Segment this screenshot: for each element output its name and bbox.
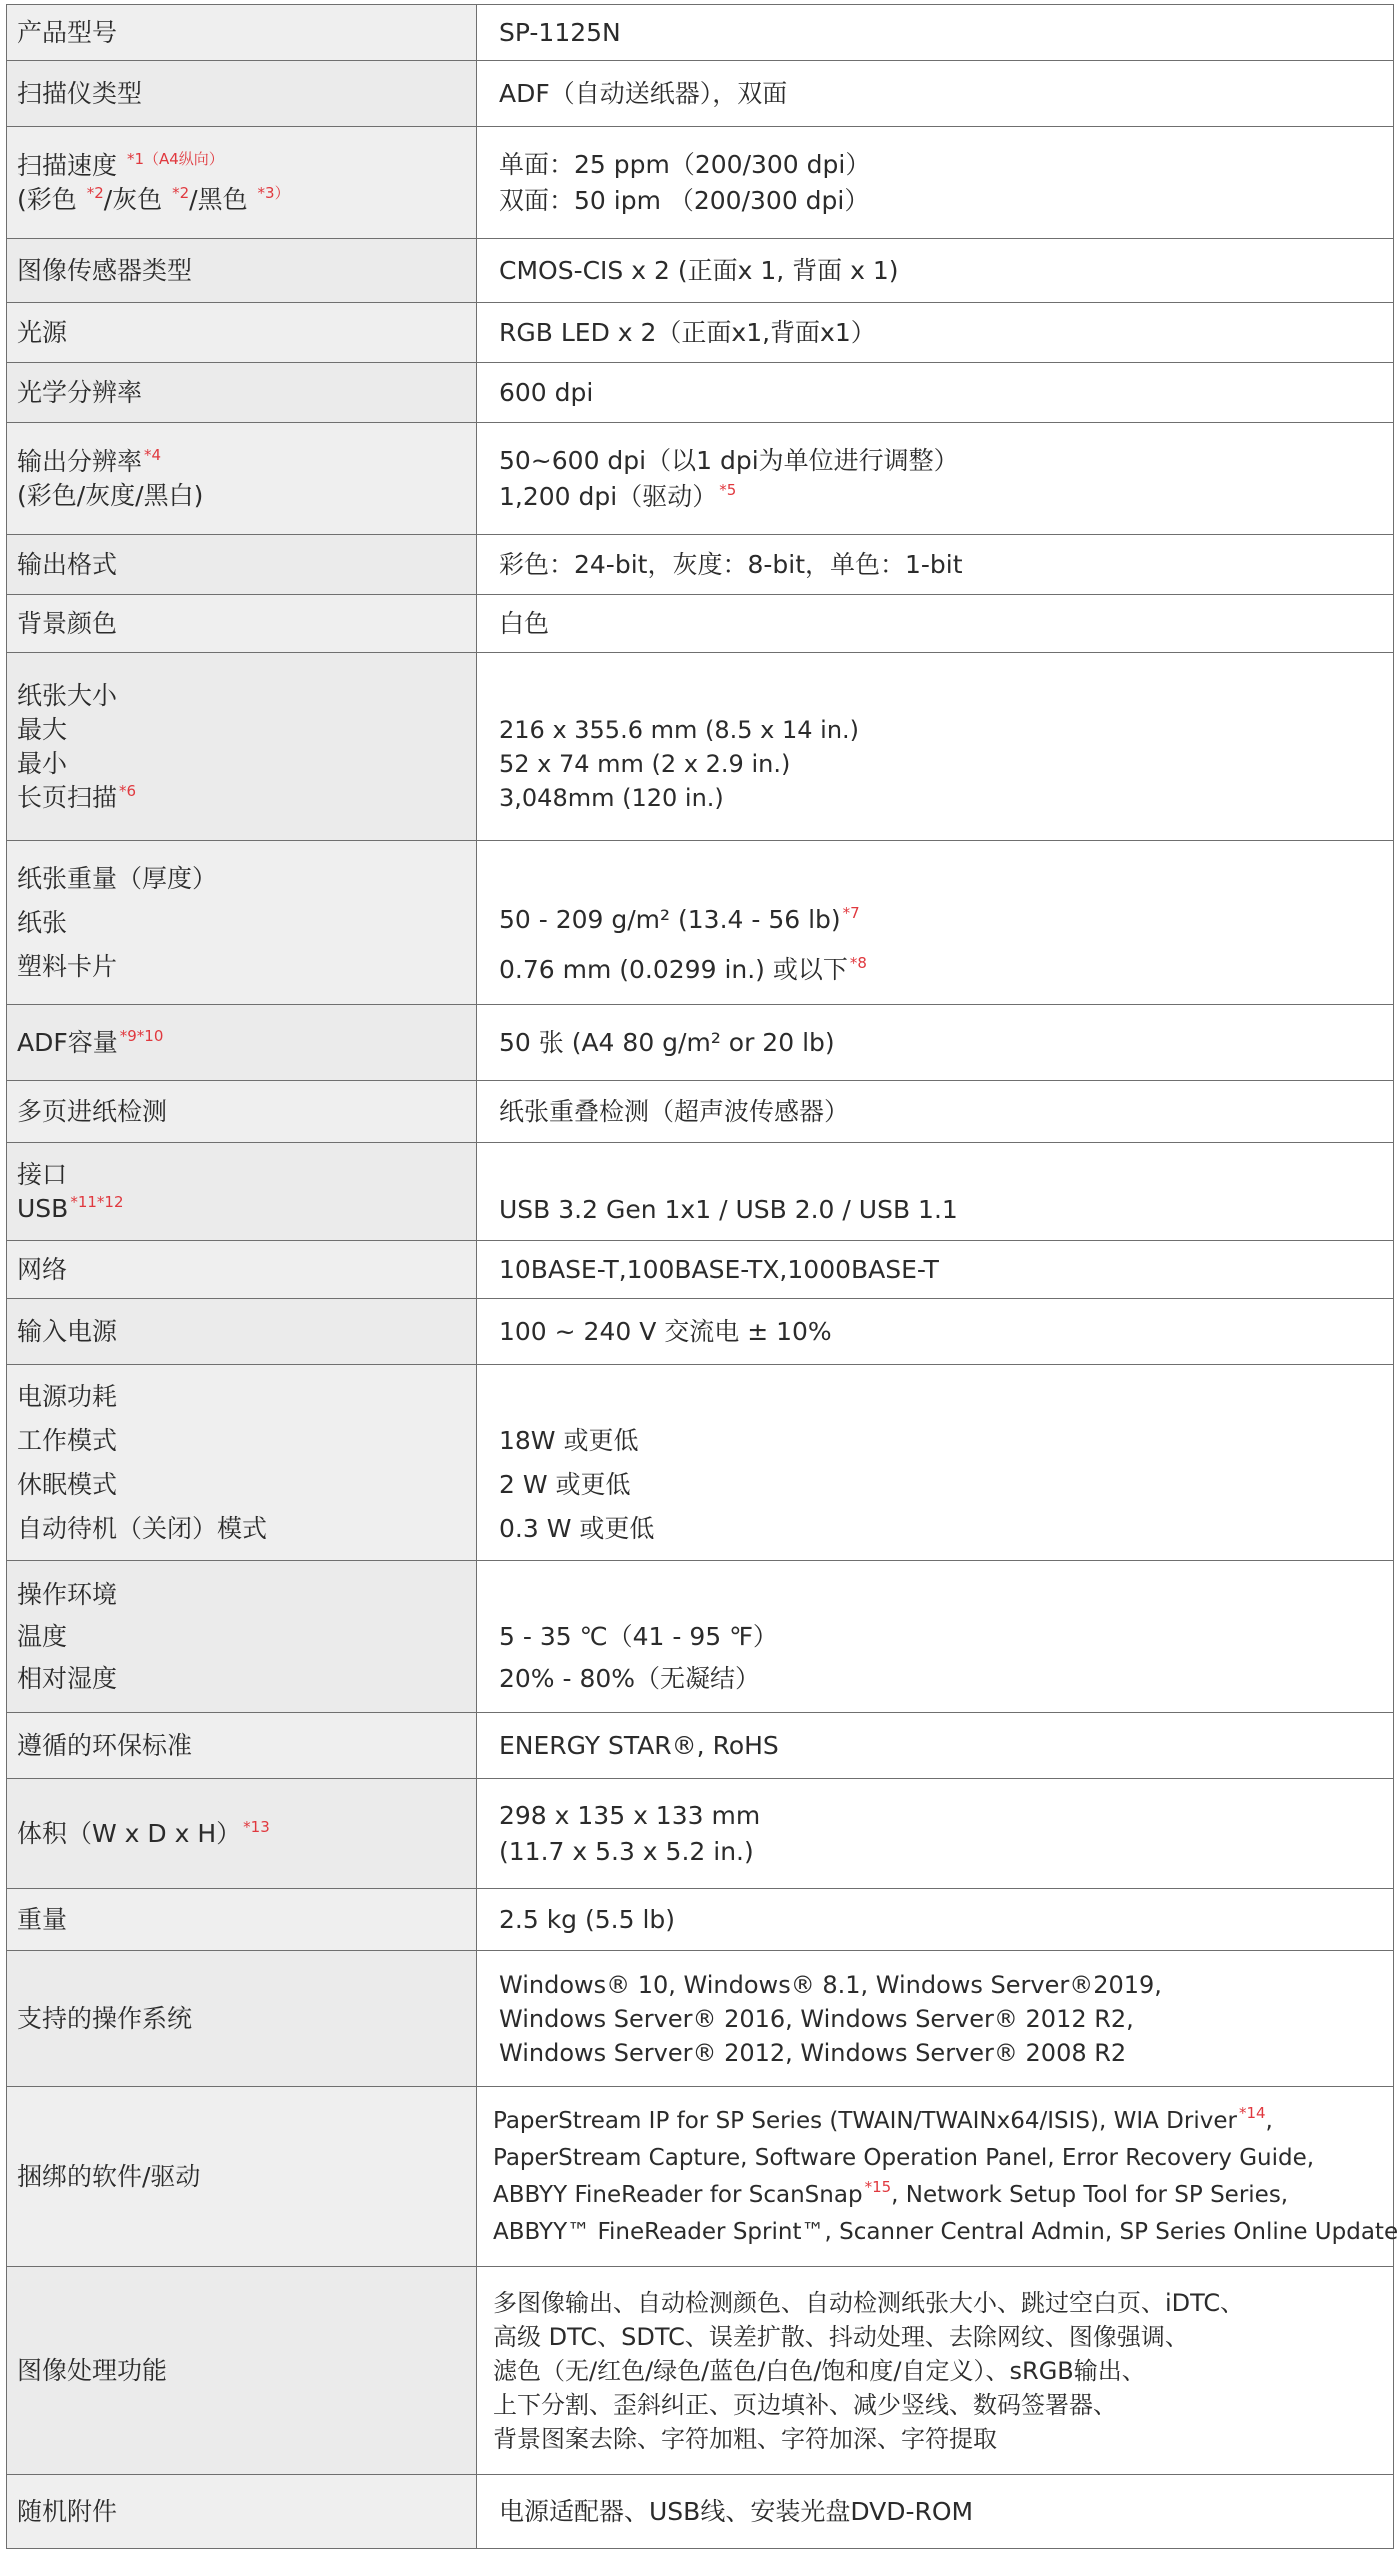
footnote-marker: *5	[719, 480, 737, 499]
row-label	[7, 61, 477, 126]
row-value	[477, 1081, 1393, 1142]
label-text: 支持的操作系统	[17, 2003, 193, 2033]
label-text: 输出格式	[17, 549, 118, 579]
row-value	[477, 61, 1393, 126]
row-label	[7, 2267, 477, 2474]
row-value	[477, 1241, 1393, 1298]
label-text: 随机附件	[17, 2496, 118, 2526]
value-text: ABBYY FineReader for ScanSnap $^{*15}$, Network Setup Tool for SP Series,	[493, 2177, 1289, 2208]
value-text: 10BASE-T,100BASE-TX,1000BASE-T	[499, 1254, 939, 1284]
row-label	[7, 1081, 477, 1142]
value-text: ENERGY STAR®, RoHS	[499, 1730, 779, 1760]
value-text: 18W 或更低	[499, 1425, 639, 1455]
value-text: 50 - 209 g/m² (13.4 - 56 lb) $^{*7}$	[499, 903, 860, 934]
value-text: ADF（自动送纸器），双面	[499, 78, 788, 108]
value-text: 背景图案去除、字符加粗、字符加深、字符提取	[493, 2424, 997, 2453]
label-text: 光源	[17, 317, 68, 347]
value-text: ABBYY™ FineReader Sprint™, Scanner Central Admin, SP Series Online Update	[493, 2218, 1399, 2245]
label-text: 温度	[17, 1621, 68, 1651]
table-row	[6, 5, 1394, 61]
label-text: 纸张重量（厚度）	[17, 863, 218, 893]
table-row	[6, 1951, 1394, 2087]
value-text: 双面：50 ipm （200/300 dpi）	[499, 185, 870, 215]
label-text: (彩色 $^{*2}$/灰色 $^{*2}$/黑色 $^{*3)}$	[17, 183, 290, 214]
row-value	[477, 239, 1393, 302]
value-text: 3,048mm (120 in.)	[499, 783, 724, 812]
footnote-marker: *1（A4纵向）	[126, 149, 224, 168]
label-text: 体积（W x D x H） $^{*13}$	[17, 1817, 270, 1848]
table-row	[6, 1365, 1394, 1561]
row-label	[7, 535, 477, 594]
label-text: 多页进纸检测	[17, 1096, 168, 1126]
row-label	[7, 1713, 477, 1778]
label-text: USB $^{*11*12}$	[17, 1192, 124, 1223]
label-text: 休眠模式	[17, 1469, 118, 1499]
label-text: 遵循的环保标准	[17, 1730, 193, 1760]
table-row	[6, 2267, 1394, 2475]
row-value	[477, 535, 1393, 594]
value-text: USB 3.2 Gen 1x1 / USB 2.0 / USB 1.1	[499, 1194, 958, 1224]
table-row	[6, 1143, 1394, 1241]
value-text: 600 dpi	[499, 377, 594, 407]
table-row	[6, 595, 1394, 653]
table-row	[6, 239, 1394, 303]
row-value	[477, 2475, 1393, 2548]
value-text: 2 W 或更低	[499, 1469, 631, 1499]
row-label	[7, 1951, 477, 2086]
footnote-marker: *7	[842, 903, 860, 922]
footnote-marker: *8	[849, 953, 867, 972]
table-row	[6, 1081, 1394, 1143]
table-row	[6, 363, 1394, 423]
row-label	[7, 2475, 477, 2548]
footnote-marker: *11*12	[70, 1192, 124, 1211]
value-text: CMOS-CIS x 2 (正面x 1, 背面 x 1)	[499, 255, 899, 285]
label-text: 电源功耗	[17, 1381, 118, 1411]
label-text: 操作环境	[17, 1579, 118, 1609]
row-label	[7, 303, 477, 362]
label-text: 背景颜色	[17, 608, 118, 638]
value-text: 2.5 kg (5.5 lb)	[499, 1904, 676, 1934]
row-label	[7, 841, 477, 1004]
table-row	[6, 1561, 1394, 1713]
footnote-marker: *6	[119, 781, 137, 800]
label-text: 扫描仪类型	[17, 78, 143, 108]
row-label	[7, 1889, 477, 1950]
row-label	[7, 2087, 477, 2266]
row-value	[477, 1143, 1393, 1240]
value-text: (11.7 x 5.3 x 5.2 in.)	[499, 1836, 754, 1866]
table-row	[6, 303, 1394, 363]
row-value	[477, 1713, 1393, 1778]
row-value	[477, 1365, 1393, 1560]
row-label	[7, 1299, 477, 1364]
table-row	[6, 2475, 1394, 2549]
label-text: 自动待机（关闭）模式	[17, 1513, 268, 1543]
label-text: 纸张大小	[17, 680, 118, 710]
label-text: 最大	[17, 714, 68, 744]
footnote-marker: *4	[144, 445, 162, 464]
row-value	[477, 303, 1393, 362]
footnote-marker: *13	[243, 1817, 270, 1836]
row-label	[7, 595, 477, 652]
row-value	[477, 363, 1393, 422]
row-value	[477, 5, 1393, 60]
row-value	[477, 841, 1393, 1004]
footnote-marker: *3）	[257, 183, 290, 202]
footnote-marker: *9*10	[119, 1026, 164, 1045]
label-text: (彩色/灰度/黑白)	[17, 480, 204, 510]
table-row	[6, 1889, 1394, 1951]
label-text: 捆绑的软件/驱动	[17, 2161, 201, 2191]
footnote-marker: *15	[864, 2177, 892, 2196]
label-text: 输入电源	[17, 1316, 118, 1346]
table-row	[6, 61, 1394, 127]
row-label	[7, 363, 477, 422]
label-text: 纸张	[17, 907, 68, 937]
table-row	[6, 127, 1394, 239]
row-value	[477, 1889, 1393, 1950]
label-text: 接口	[17, 1159, 68, 1189]
row-label	[7, 1005, 477, 1080]
label-text: 输出分辨率 $^{*4}$	[17, 445, 162, 476]
table-row	[6, 535, 1394, 595]
spec-table	[6, 4, 1399, 2558]
table-row	[6, 653, 1394, 841]
value-text: Windows Server® 2012, Windows Server® 2008 R2	[499, 2038, 1127, 2067]
label-text: ADF容量 $^{*9*10}$	[17, 1026, 164, 1057]
table-row	[6, 1779, 1394, 1889]
table-row	[6, 1713, 1394, 1779]
value-text: 298 x 135 x 133 mm	[499, 1800, 761, 1830]
row-value	[477, 653, 1393, 840]
row-label	[7, 1365, 477, 1560]
row-label	[7, 239, 477, 302]
row-label	[7, 423, 477, 534]
row-label	[7, 127, 477, 238]
value-text: PaperStream IP for SP Series (TWAIN/TWAINx64/ISIS), WIA Driver $^{*14}$,	[493, 2103, 1273, 2134]
value-text: 50~600 dpi（以1 dpi为单位进行调整）	[499, 445, 959, 475]
row-value	[477, 127, 1393, 238]
value-text: 高级 DTC、SDTC、误差扩散、抖动处理、去除网纹、图像强调、	[493, 2322, 1189, 2351]
table-row	[6, 1241, 1394, 1299]
value-text: 多图像输出、自动检测颜色、自动检测纸张大小、跳过空白页、iDTC、	[493, 2288, 1245, 2317]
value-text: 0.76 mm (0.0299 in.) 或以下 $^{*8}$	[499, 953, 867, 984]
row-label	[7, 1561, 477, 1712]
value-text: 100 ~ 240 V 交流电 ± 10%	[499, 1316, 832, 1346]
value-text: 50 张 (A4 80 g/m² or 20 lb)	[499, 1027, 835, 1057]
value-text: 0.3 W 或更低	[499, 1513, 655, 1543]
table-row	[6, 2087, 1399, 2267]
row-label	[7, 5, 477, 60]
value-text: 216 x 355.6 mm (8.5 x 14 in.)	[499, 715, 860, 744]
footnote-marker: *14	[1238, 2103, 1266, 2122]
table-row	[6, 841, 1394, 1005]
table-row	[6, 1005, 1394, 1081]
row-value	[477, 2267, 1393, 2474]
label-text: 相对湿度	[17, 1663, 118, 1693]
row-value	[477, 1951, 1393, 2086]
row-label	[7, 1241, 477, 1298]
label-text: 最小	[17, 748, 68, 778]
row-value	[477, 2087, 1399, 2266]
label-text: 长页扫描 $^{*6}$	[17, 781, 137, 812]
value-text: PaperStream Capture, Software Operation Panel, Error Recovery Guide,	[493, 2144, 1315, 2171]
label-text: 图像传感器类型	[17, 255, 193, 285]
row-value	[477, 1779, 1393, 1888]
row-value	[477, 1561, 1393, 1712]
footnote-marker: *2	[86, 183, 104, 202]
value-text: 上下分割、歪斜纠正、页边填补、减少竖线、数码签署器、	[493, 2390, 1117, 2419]
label-text: 产品型号	[17, 17, 118, 47]
row-value	[477, 1299, 1393, 1364]
value-text: 电源适配器、USB线、安装光盘DVD-ROM	[499, 2496, 974, 2526]
label-text: 网络	[17, 1254, 68, 1284]
row-label	[7, 1143, 477, 1240]
value-text: 滤色（无/红色/绿色/蓝色/白色/饱和度/自定义）、sRGB输出、	[493, 2356, 1146, 2385]
label-text: 工作模式	[17, 1425, 118, 1455]
value-text: 白色	[499, 608, 550, 638]
value-text: Windows® 10, Windows® 8.1, Windows Server®2019,	[499, 1970, 1162, 1999]
value-text: 52 x 74 mm (2 x 2.9 in.)	[499, 749, 791, 778]
label-text: 光学分辨率	[17, 377, 143, 407]
value-text: 单面：25 ppm（200/300 dpi）	[499, 149, 871, 179]
row-value	[477, 423, 1393, 534]
value-text: 彩色：24-bit，灰度：8-bit，单色：1-bit	[499, 549, 963, 579]
row-label	[7, 653, 477, 840]
label-text: 图像处理功能	[17, 2355, 168, 2385]
footnote-marker: *2	[172, 183, 190, 202]
value-text: SP-1125N	[499, 17, 621, 47]
label-text: 重量	[17, 1904, 68, 1934]
value-text: 1,200 dpi（驱动） $^{*5}$	[499, 480, 737, 511]
value-text: 纸张重叠检测（超声波传感器）	[499, 1096, 850, 1126]
value-text: RGB LED x 2（正面x1,背面x1）	[499, 317, 876, 347]
row-label	[7, 1779, 477, 1888]
value-text: 20% - 80%（无凝结）	[499, 1663, 761, 1693]
value-text: Windows Server® 2016, Windows Server® 2012 R2,	[499, 2004, 1134, 2033]
label-text: 塑料卡片	[17, 951, 118, 981]
label-text: 扫描速度 $^{*1(A4纵向)}$	[17, 149, 224, 180]
row-value	[477, 1005, 1393, 1080]
table-row	[6, 423, 1394, 535]
row-value	[477, 595, 1393, 652]
table-row	[6, 1299, 1394, 1365]
value-text: 5 - 35 ℃（41 - 95 ℉）	[499, 1621, 778, 1651]
